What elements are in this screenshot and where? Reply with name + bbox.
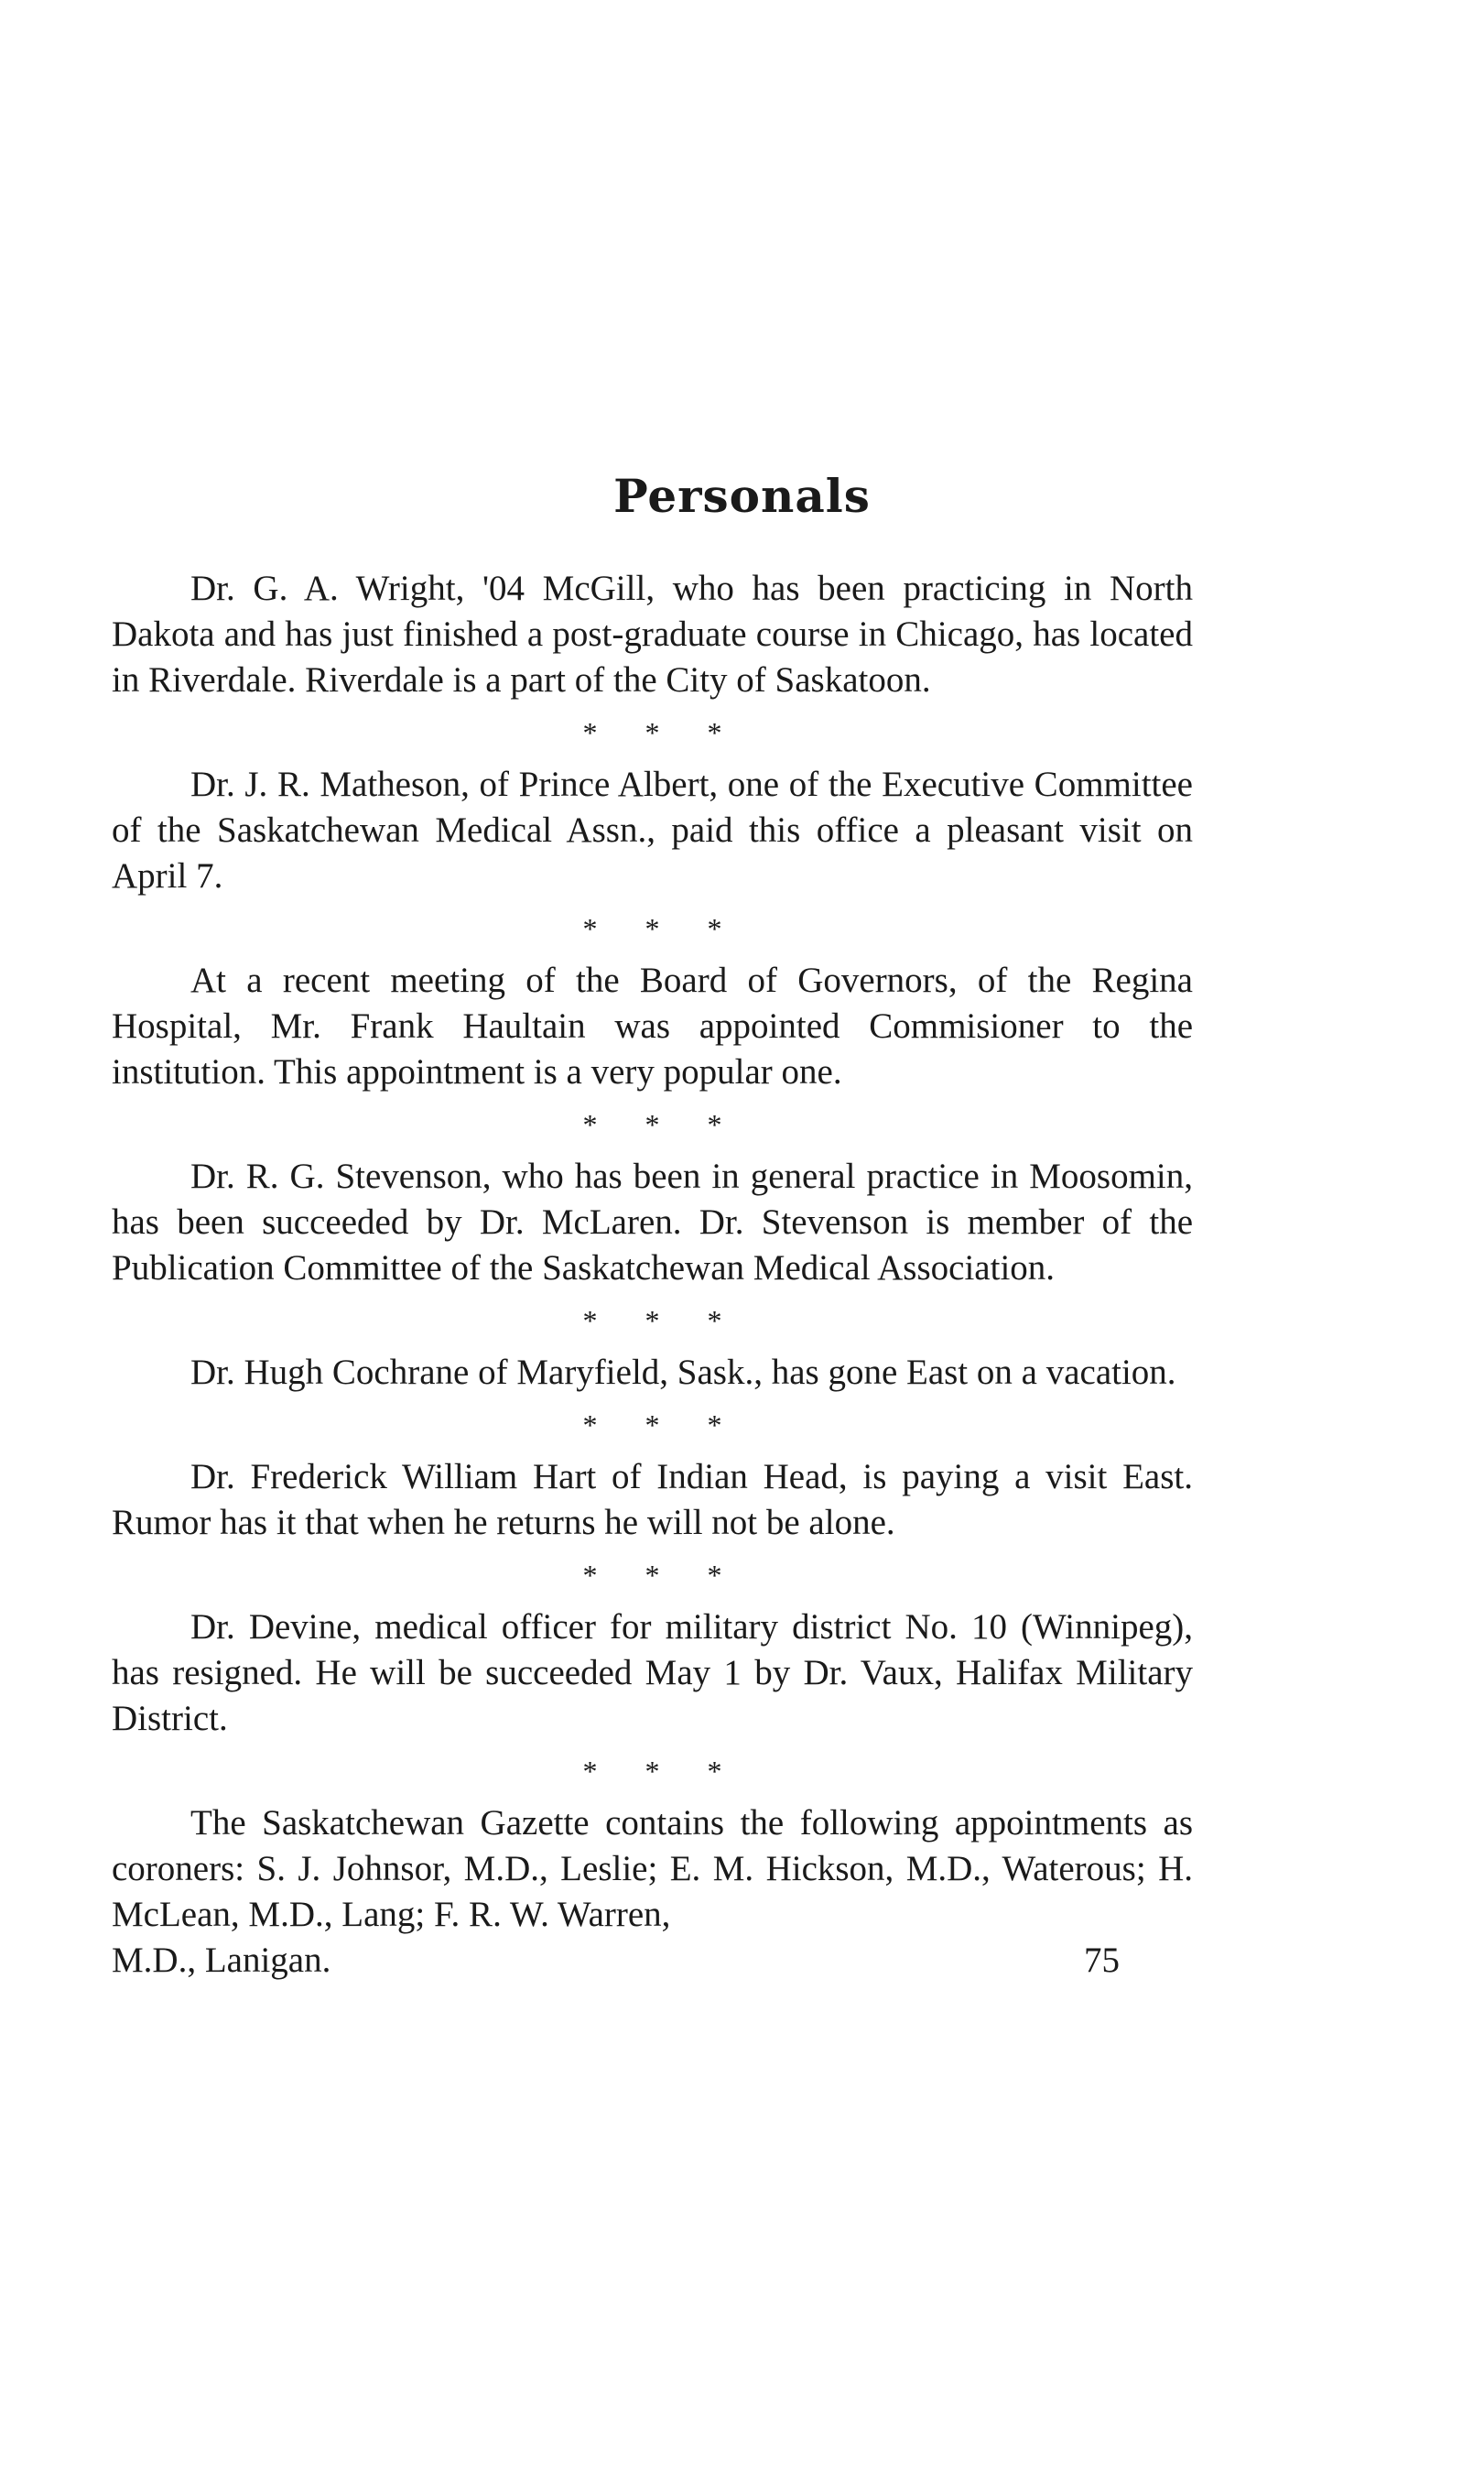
entry-devine: Dr. Devine, medical officer for military district No. 10 (Winnipeg), has resigned. He will be succeeded May 1 by Dr. Vaux, Halifax Military District. <box>112 1607 1193 1738</box>
entry-stevenson: Dr. R. G. Stevenson, who has been in general practice in Moosomin, has been succeeded by Dr. McLaren. Dr. Stevenson is member of the Publication Committee of the Saskatchewan Medical Association. <box>112 1157 1193 1288</box>
separator: * * * <box>582 716 742 749</box>
entry-hart: Dr. Frederick William Hart of Indian Head, is paying a visit East. Rumor has it that when he returns he will not be alone. <box>112 1457 1193 1542</box>
page-number: 75 <box>1084 1941 1120 1980</box>
entry-cochrane: Dr. Hugh Cochrane of Maryfield, Sask., has gone East on a vacation. <box>190 1353 1176 1392</box>
entry-haultain: At a recent meeting of the Board of Governors, of the Regina Hospital, Mr. Frank Haultain was appointed Commisioner to the institution. This appointment is a very popular one. <box>112 961 1193 1092</box>
separator: * * * <box>582 1755 742 1788</box>
separator: * * * <box>582 1408 742 1441</box>
final-line-text: M.D., Lanigan. <box>112 1941 331 1980</box>
separator: * * * <box>582 1559 742 1592</box>
personals-column <box>112 566 1193 1984</box>
entry-gazette: The Saskatchewan Gazette contains the following appointments as coroners: S. J. Johnsor, M.D., Leslie; E. M. Hickson, M.D., Waterous; H. McLean, M.D., Lang; F. R. W. Warren, <box>112 1803 1193 1934</box>
separator: * * * <box>582 1304 742 1337</box>
final-line <box>112 1938 1193 1984</box>
page-heading: Personals <box>613 469 871 523</box>
entry-wright: Dr. G. A. Wright, '04 McGill, who has been practicing in North Dakota and has just finished a post-graduate course in Chicago, has located in Riverdale. Riverdale is a part of the City of Saskatoon. <box>112 569 1193 700</box>
separator: * * * <box>582 912 742 945</box>
entry-matheson: Dr. J. R. Matheson, of Prince Albert, one of the Executive Committee of the Saskatchewan Medical Assn., paid this office a pleasant visit on April 7. <box>112 765 1193 896</box>
separator: * * * <box>582 1108 742 1141</box>
